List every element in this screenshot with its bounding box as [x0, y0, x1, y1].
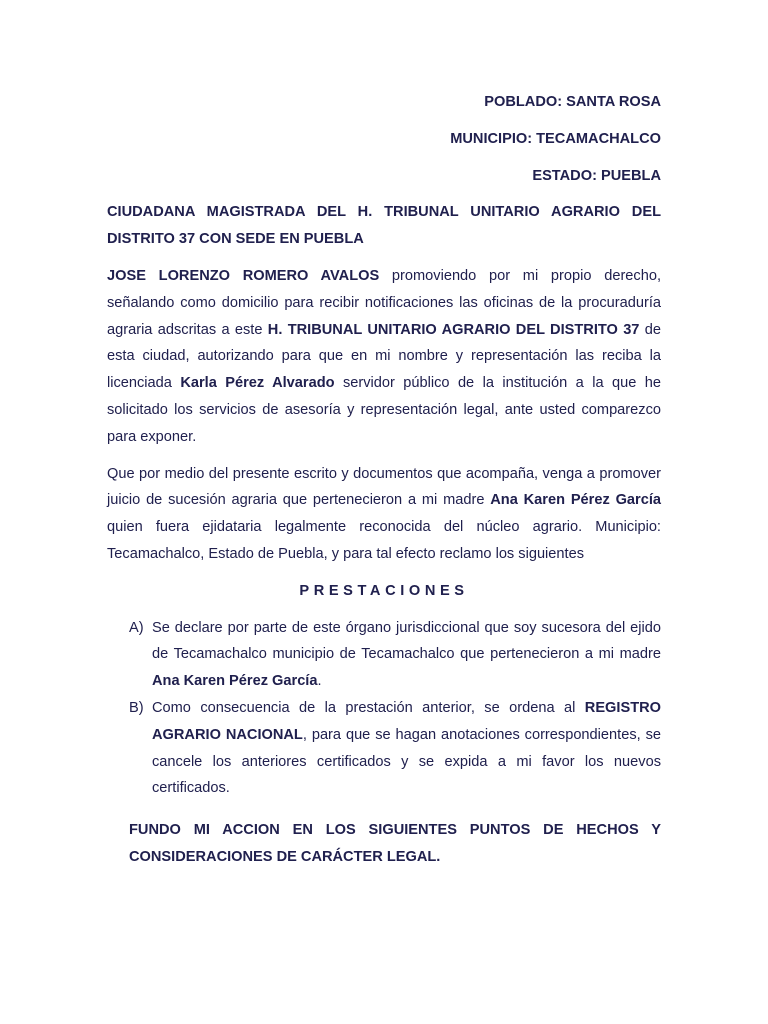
item-b-text-1: Como consecuencia de la prestación anterior, se ordena al	[152, 699, 585, 716]
municipio-line: MUNICIPIO: TECAMACHALCO	[450, 130, 661, 147]
list-marker-b: B)	[129, 699, 144, 716]
item-b-text-2: , para que se hagan anotaciones correspondientes, se cancele los anteriores certificados y se expida a mi favor los nuevos certificados.	[152, 726, 661, 797]
item-a-text-2: .	[317, 673, 322, 690]
item-a-mother-name: Ana Karen Pérez García	[152, 673, 318, 690]
intro-text-3: servidor público de la institución a la que he solicitado los servicios de asesoría y representación legal, ante usted comparezco para exponer.	[107, 375, 661, 445]
list-content-b	[152, 695, 661, 802]
tribunal-name: H. TRIBUNAL UNITARIO AGRARIO DEL DISTRITO 37	[267, 321, 640, 338]
item-a-text-1: Se declare por parte de este órgano jurisdiccional que soy sucesora del ejido de Tecamachalco municipio de Tecamachalco que pertenecieron a mi madre	[152, 619, 661, 663]
claim-text-1: Que por medio del presente escrito y documentos que acompaña, venga a promover juicio de sucesión agraria que pertenecieron a mi madre	[107, 465, 661, 509]
list-marker-a: A)	[129, 619, 144, 636]
intro-text-1: promoviendo por mi propio derecho, señalando como domicilio para recibir notificaciones las oficinas de la procuraduría agraria adscritas a este	[107, 267, 661, 338]
claim-paragraph	[107, 461, 661, 568]
addressee-heading: CIUDADANA MAGISTRADA DEL H. TRIBUNAL UNITARIO AGRARIO DEL DISTRITO 37 CON SEDE EN PUEBLA	[107, 204, 661, 248]
item-b-registro: REGISTRO AGRARIO NACIONAL	[152, 699, 661, 743]
estado-line: ESTADO: PUEBLA	[532, 167, 661, 184]
fundo-heading: FUNDO MI ACCION EN LOS SIGUIENTES PUNTOS DE HECHOS Y CONSIDERACIONES DE CARÁCTER LEGAL.	[129, 821, 661, 865]
intro-text-2: de esta ciudad, autorizando para que en mi nombre y representación las reciba la licenciada	[107, 321, 661, 392]
list-content-a	[152, 615, 661, 695]
list-item-b	[129, 695, 661, 802]
poblado-line: POBLADO: SANTA ROSA	[484, 94, 661, 110]
intro-paragraph	[107, 263, 661, 451]
mother-name: Ana Karen Pérez García	[490, 492, 662, 509]
lawyer-name: Karla Pérez Alvarado	[180, 375, 335, 392]
document-page	[107, 89, 661, 885]
promovente-name: JOSE LORENZO ROMERO AVALOS	[107, 267, 380, 284]
prestaciones-list	[129, 615, 661, 803]
prestaciones-heading: PRESTACIONES	[299, 582, 469, 599]
list-item-a	[129, 615, 661, 695]
claim-text-2: quien fuera ejidataria legalmente reconocida del núcleo agrario. Municipio: Tecamachalco, Estado de Puebla, y para tal efecto reclamo los siguientes	[107, 519, 661, 562]
